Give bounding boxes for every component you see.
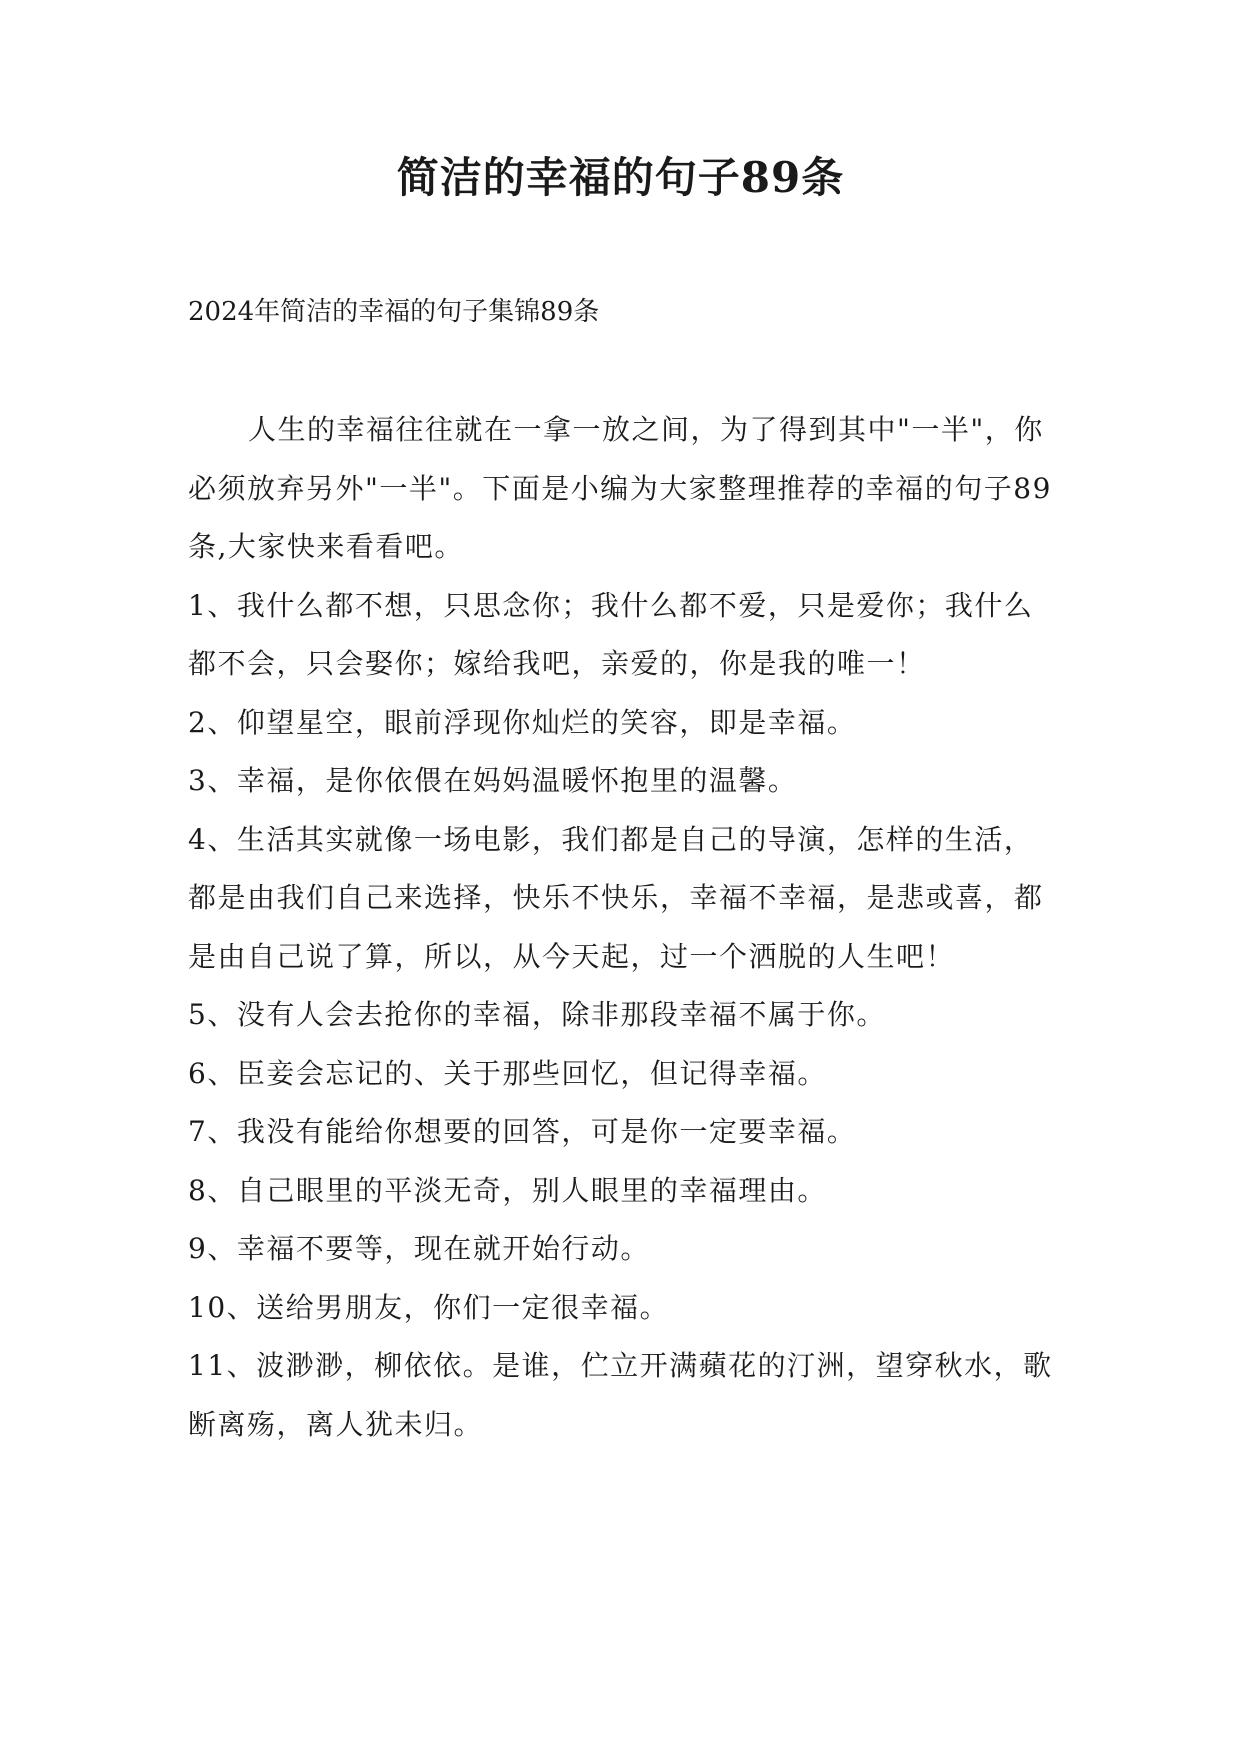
list-item: 8、自己眼里的平淡无奇，别人眼里的幸福理由。 [188, 1173, 827, 1207]
list-item: 4、生活其实就像一场电影，我们都是自己的导演，怎样的生活，都是由我们自己来选择，快乐不快乐，幸福不幸福，是悲或喜，都是由自己说了算，所以，从今天起，过一个洒脱的人生吧！ [188, 822, 1044, 973]
list-item: 1、我什么都不想，只思念你；我什么都不爱，只是爱你；我什么都不会，只会娶你；嫁给我吧，亲爱的，你是我的唯一！ [188, 588, 1034, 680]
intro-paragraph: 人生的幸福往往就在一拿一放之间，为了得到其中"一半"，你必须放弃另外"一半"。下面是小编为大家整理推荐的幸福的句子89条,大家快来看看吧。 [188, 413, 1052, 563]
list-item: 7、我没有能给你想要的回答，可是你一定要幸福。 [188, 1115, 857, 1148]
list-item: 2、仰望星空，眼前浮现你灿烂的笑容，即是幸福。 [188, 705, 857, 739]
list-item: 6、臣妾会忘记的、关于那些回忆，但记得幸福。 [188, 1056, 827, 1090]
list-item: 11、波渺渺，柳依依。是谁，伫立开满蘋花的汀洲，望穿秋水，歌断离殇，离人犹未归。 [188, 1349, 1053, 1441]
document-body [188, 401, 1058, 1454]
document-subtitle: 2024年简洁的幸福的句子集锦89条 [188, 297, 600, 327]
list-item: 5、没有人会去抢你的幸福，除非那段幸福不属于你。 [188, 998, 886, 1031]
list-item: 3、幸福，是你依偎在妈妈温暖怀抱里的温馨。 [188, 764, 798, 797]
list-item: 10、送给男朋友，你们一定很幸福。 [188, 1290, 670, 1324]
list-item: 9、幸福不要等，现在就开始行动。 [188, 1232, 650, 1265]
document-title: 简洁的幸福的句子89条 [396, 153, 845, 202]
